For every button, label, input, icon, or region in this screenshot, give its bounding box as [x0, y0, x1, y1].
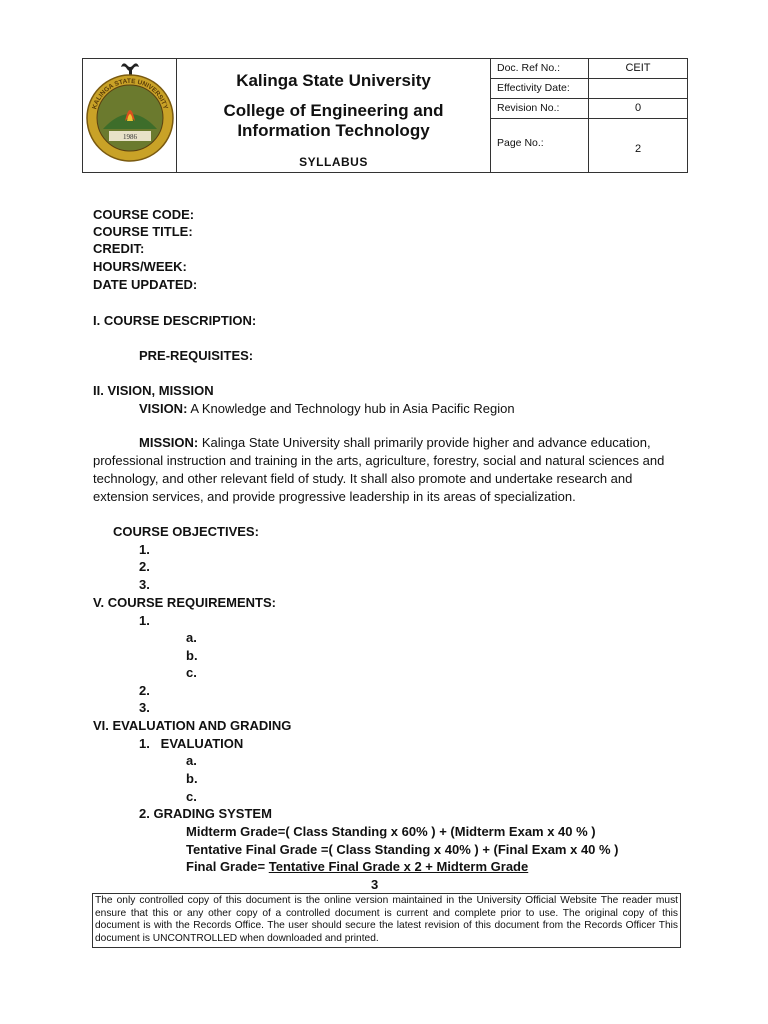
page-number: 3: [371, 877, 379, 892]
meta-label: Revision No.:: [491, 99, 589, 118]
final-grade-formula: Tentative Final Grade x 2 + Midterm Grade: [268, 859, 529, 874]
objective-item: 2.: [139, 559, 150, 574]
logo-cell: [83, 59, 177, 172]
requirement-item: 1.: [139, 613, 150, 628]
date-updated-label: DATE UPDATED:: [93, 277, 198, 292]
meta-row: [491, 99, 687, 119]
course-objectives-heading: COURSE OBJECTIVES:: [113, 524, 259, 539]
meta-value: CEIT: [625, 62, 651, 74]
tentative-formula: Tentative Final Grade =( Class Standing x 40% ) + (Final Exam x 40 % ): [186, 842, 619, 857]
requirement-item: 3.: [139, 700, 150, 715]
grading-system-heading: 2. GRADING SYSTEM: [139, 806, 272, 821]
meta-value: [589, 79, 687, 98]
evaluation-item: a.: [186, 753, 197, 768]
document-meta-table: [491, 59, 687, 172]
university-seal-icon: [83, 59, 177, 174]
meta-value: 0: [634, 102, 642, 114]
hours-week-label: HOURS/WEEK:: [93, 259, 187, 274]
meta-row: [491, 79, 687, 99]
vision-line: [139, 400, 515, 417]
course-code-label: COURSE CODE:: [93, 207, 195, 222]
document-type: SYLLABUS: [299, 155, 368, 169]
meta-label: Page No.:: [491, 119, 589, 172]
meta-label: Doc. Ref No.:: [491, 59, 589, 78]
university-name: Kalinga State University: [236, 71, 431, 90]
evaluation-subheading: 1. EVALUATION: [139, 736, 244, 751]
college-name-text: College of Engineering and Information Technology: [223, 101, 444, 140]
mission-label: MISSION:: [139, 435, 199, 450]
credit-label: CREDIT:: [93, 241, 145, 256]
meta-value: 2: [634, 143, 642, 155]
evaluation-grading-heading: VI. EVALUATION AND GRADING: [93, 718, 292, 733]
mission-text: Kalinga State University shall primarily provide higher and advance education, professional instruction and training in the arts, agriculture, forestry, social and natural sciences and technology, and other relevant field of study. It shall also promote and undertake research and extension services, and provide progressive leadership in its areas of specialization.: [93, 435, 665, 504]
title-cell: [177, 59, 491, 172]
vision-label: VISION:: [139, 401, 188, 416]
controlled-copy-notice: The only controlled copy of this document is the online version maintained in the University Official Website The reader must ensure that this or any other copy of a controlled document is current and complete prior to use. The original copy of this document is with the Records Office. The user should secure the latest revision of this document from the Records Officer This document is UNCONTROLLED when downloaded and printed.: [92, 893, 681, 948]
vision-text: A Knowledge and Technology hub in Asia Pacific Region: [190, 401, 515, 416]
prerequisites-heading: PRE-REQUISITES:: [139, 348, 254, 363]
objective-item: 1.: [139, 542, 150, 557]
seal-year: 1986: [123, 133, 137, 141]
requirement-item: 2.: [139, 683, 150, 698]
final-grade-line: [186, 858, 528, 875]
meta-row: [491, 119, 687, 172]
midterm-formula: Midterm Grade=( Class Standing x 60% ) + (Midterm Exam x 40 % ): [186, 824, 596, 839]
meta-row: [491, 59, 687, 79]
requirement-subitem: c.: [186, 665, 197, 680]
course-title-label: COURSE TITLE:: [93, 224, 193, 239]
course-requirements-heading: V. COURSE REQUIREMENTS:: [93, 595, 276, 610]
vision-mission-heading: II. VISION, MISSION: [93, 383, 214, 398]
document-header: [82, 58, 688, 173]
college-name: [177, 101, 490, 141]
requirement-subitem: a.: [186, 630, 197, 645]
requirement-subitem: b.: [186, 648, 198, 663]
meta-label: Effectivity Date:: [491, 79, 589, 98]
course-description-heading: I. COURSE DESCRIPTION:: [93, 313, 257, 328]
evaluation-item: c.: [186, 789, 197, 804]
final-grade-label: Final Grade=: [186, 859, 266, 874]
mission-paragraph: [93, 434, 673, 506]
evaluation-item: b.: [186, 771, 198, 786]
seal-text: KALINGA STATE UNIVERSITY: [91, 77, 169, 111]
objective-item: 3.: [139, 577, 150, 592]
